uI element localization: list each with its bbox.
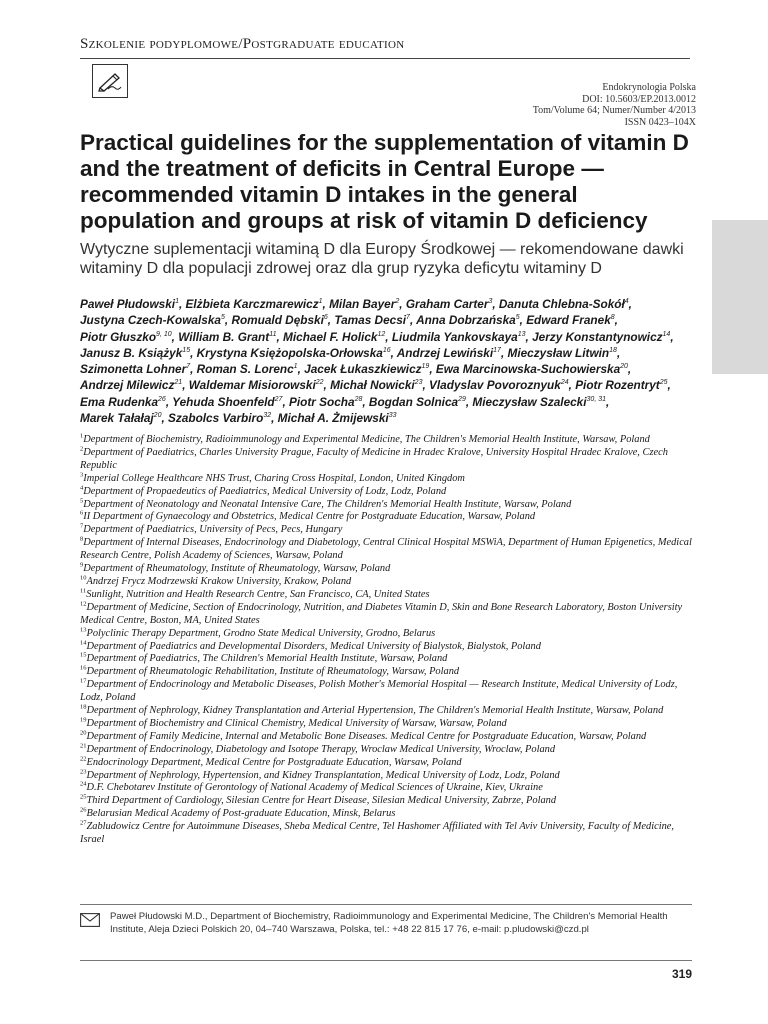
affiliation-text: Department of Neonatology and Neonatal Intensive Care, The Children's Memorial Health Institute, Warsaw, Poland <box>83 498 572 510</box>
affiliation-item <box>80 718 695 731</box>
affiliation-number: 26 <box>80 806 87 814</box>
author-name: Michael F. Holick <box>283 329 378 344</box>
affiliation-text: Department of Nephrology, Hypertension, and Kidney Transplantation, Medical University of Lodz, Lodz, Poland <box>86 769 560 781</box>
author-affiliation-ref: 22 <box>315 379 324 387</box>
affiliation-text: Department of Endocrinology and Metabolic Diseases, Polish Mother's Memorial Hospital — Research Institute, Medical University of Lodz, Lodz, Poland <box>80 679 678 704</box>
affiliation-number: 3 <box>80 471 84 479</box>
author-affiliation-ref: 12 <box>377 330 386 338</box>
journal-meta <box>533 82 696 128</box>
affiliation-text: Department of Paediatrics and Developmental Disorders, Medical University of Bialystok, Bialystok, Poland <box>86 640 541 652</box>
author-name: Ewa Marcinowska-Suchowierska <box>435 362 621 377</box>
author-name: Graham Carter <box>405 297 489 311</box>
affiliation-text: Belarusian Medical Academy of Post-graduate Education, Minsk, Belarus <box>86 808 396 820</box>
section-header: Szkolenie podyplomowe/Postgraduate education <box>80 36 405 52</box>
affiliation-text: D.F. Chebotarev Institute of Gerontology of National Academy of Medical Sciences of Ukraine, Kiev, Ukraine <box>86 782 543 794</box>
author-affiliation-ref: 25 <box>659 379 668 387</box>
author-name: Ema Rudenka <box>80 394 159 409</box>
affiliation-text: Department of Propaedeutics of Paediatrics, Medical University of Lodz, Lodz, Poland <box>83 485 447 497</box>
author <box>231 313 327 327</box>
author-affiliation-ref: 9, 10 <box>156 330 172 338</box>
affiliation-text: Department of Rheumatologic Rehabilitation, Institute of Rheumatology, Warsaw, Poland <box>86 666 460 678</box>
affiliation-item <box>80 821 695 847</box>
author-affiliation-ref: 20 <box>153 412 162 420</box>
author-name: Michał A. Żmijewski <box>277 411 389 426</box>
author <box>334 313 410 327</box>
author-name: Janusz B. Książyk <box>80 345 183 360</box>
author-affiliation-ref: 13 <box>517 330 526 338</box>
author-name: Szabolcs Varbiro <box>168 411 264 426</box>
author-name: Piotr Rozentryt <box>575 378 660 393</box>
affiliation-number: 7 <box>80 522 84 530</box>
author <box>168 411 271 425</box>
pen-icon <box>92 64 128 98</box>
author-affiliation-ref: 11 <box>269 330 277 338</box>
affiliation-text: Andrzej Frycz Modrzewski Krakow University, Krakow, Poland <box>86 575 352 587</box>
affiliation-number: 10 <box>80 574 87 582</box>
author-name: Paweł Płudowski <box>80 297 176 311</box>
affiliation-number: 1 <box>80 432 84 440</box>
author-name: Danuta Chlebna-Sokół <box>498 297 625 311</box>
affiliation-number: 5 <box>80 497 84 505</box>
affiliation-item <box>80 782 695 795</box>
affiliation-number: 11 <box>80 587 87 595</box>
affiliation-text: Department of Internal Diseases, Endocrinology and Diabetology, Central Clinical Hospital MSWiA, Department of Human Epigenetics, Medical Research Centre, Polish Academy of Sciences, Warsaw, Poland <box>80 537 692 562</box>
author-affiliation-ref: 21 <box>174 379 183 387</box>
author-affiliation-ref: 6 <box>323 314 328 322</box>
author <box>532 330 670 344</box>
author-affiliation-ref: 7 <box>406 314 410 322</box>
author-name: Mieczysław Litwin <box>507 345 610 360</box>
affiliation-text: Department of Biochemistry, Radioimmunology and Experimental Medicine, The Children's Memorial Health Institute, Warsaw, Poland <box>83 434 650 445</box>
journal-issn: ISSN 0423–104X <box>624 116 696 128</box>
affiliation-text: Department of Nephrology, Kidney Transplantation and Arterial Hypertension, The Children's Memorial Health Institute, Warsaw, Poland <box>86 705 664 717</box>
affiliation-item <box>80 511 695 524</box>
affiliation-number: 2 <box>80 445 84 453</box>
affiliation-number: 9 <box>80 561 84 569</box>
author-affiliation-ref: 3 <box>488 298 493 306</box>
journal-volume: Tom/Volume 64; Numer/Number 4/2013 <box>532 105 696 117</box>
affiliation-text: Endocrinology Department, Medical Centre for Postgraduate Education, Warsaw, Poland <box>86 756 462 768</box>
author-affiliation-ref: 19 <box>421 363 430 371</box>
author-name: Liudmila Yankovskaya <box>391 329 518 344</box>
affiliation-item <box>80 473 695 486</box>
author-affiliation-ref: 32 <box>263 412 272 420</box>
author <box>508 346 617 360</box>
affiliation-number: 13 <box>80 626 87 634</box>
author <box>330 378 422 392</box>
article-subtitle: Wytyczne suplementacji witaminą D dla Europy Środkowej — rekomendowane dawki witaminy D dla populacji zdrowej oraz dla grup ryzyka deficytu witaminy D <box>80 241 684 277</box>
author-name: Milan Bayer <box>329 297 396 311</box>
affiliation-number: 22 <box>80 755 87 763</box>
affiliation-number: 27 <box>80 819 87 827</box>
author-name: Romuald Dębski <box>231 313 324 328</box>
affiliation-text: Imperial College Healthcare NHS Trust, Charing Cross Hospital, London, United Kingdom <box>83 472 465 484</box>
affiliation-item <box>80 602 695 628</box>
author <box>178 330 276 344</box>
affiliation-item <box>80 666 695 679</box>
author <box>80 395 166 409</box>
author <box>329 297 399 311</box>
author-affiliation-ref: 16 <box>382 346 391 354</box>
affiliation-text: Third Department of Cardiology, Silesian Centre for Heart Disease, Silesian Medical University, Zabrze, Poland <box>86 795 557 807</box>
correspondence-divider <box>80 904 692 905</box>
affiliation-item <box>80 731 695 744</box>
author-affiliation-ref: 14 <box>662 330 671 338</box>
author-name: Anna Dobrzańska <box>416 313 516 328</box>
author-affiliation-ref: 4 <box>624 298 629 306</box>
author <box>186 297 323 311</box>
author-affiliation-ref: 1 <box>175 298 179 306</box>
author <box>575 378 667 392</box>
affiliation-text: Department of Paediatrics, University of Pecs, Pecs, Hungary <box>83 524 343 536</box>
affiliation-number: 18 <box>80 703 87 711</box>
affiliation-item <box>80 808 695 821</box>
author-name: Mieczysław Szalecki <box>472 394 587 409</box>
author-name: Andrzej Lewiński <box>396 345 494 360</box>
author-name: William B. Grant <box>178 329 270 344</box>
affiliation-item <box>80 537 695 563</box>
author <box>392 330 526 344</box>
affiliation-text: Department of Rheumatology, Institute of Rheumatology, Warsaw, Poland <box>83 563 391 575</box>
affiliation-text: Sunlight, Nutrition and Health Research Centre, San Francisco, CA, United States <box>86 588 430 600</box>
affiliation-number: 25 <box>80 793 87 801</box>
affiliation-number: 21 <box>80 742 87 750</box>
affiliation-item <box>80 447 695 473</box>
author-affiliation-ref: 24 <box>560 379 569 387</box>
author-name: Marek Tałałaj <box>80 411 154 426</box>
author-name: Szimonetta Lohner <box>80 362 187 377</box>
affiliation-item <box>80 499 695 512</box>
affiliation-number: 23 <box>80 768 87 776</box>
correspondence: Paweł Płudowski M.D., Department of Biochemistry, Radioimmunology and Experimental Medicine, The Children's Memorial Health Institute, Aleja Dzieci Polskich 20, 04–740 Warszawa, Polska, tel.: +48 22 815 17 76, e-mail: p.pludowski@czd.pl <box>110 911 668 935</box>
affiliation-number: 20 <box>80 729 87 737</box>
author <box>429 378 569 392</box>
author-affiliation-ref: 8 <box>610 314 615 322</box>
author-name: Bogdan Solnica <box>368 394 459 409</box>
author <box>172 395 282 409</box>
journal-doi: DOI: 10.5603/EP.2013.0012 <box>582 93 696 105</box>
author-list: Paweł Płudowski$^1$, Elżbieta Karczmarewicz$^1$, Milan Bayer$^2$, Graham Carter$^3$, Danuta Chlebna-Sokół$^4$, Justyna Czech-Kowalska$^5$, Romuald Dębski$^6$, Tamas Decsi$^7$, Anna Dobrzańska$^5$, Edward Franek$^8$, Piotr Głuszko$^{9, 10}$, William B. Grant$^{11}$, Michael F. Holick$^{12}$, Liudmila Yankovskaya$^{13}$, Jerzy Konstantynowicz$^{14}$, Janusz B. Książyk$^{15}$, Krystyna Księżopolska-Orłowska$^{16}$, Andrzej Lewiński$^{17}$, Mieczysław Litwin$^{18}$, Szimonetta Lohner$^7$, Roman S. Lorenc$^1$, Jacek Łukaszkiewicz$^{19}$, Ewa Marcinowska-Suchowierska$^{20}$, Andrzej Milewicz$^{21}$, Waldemar Misiorowski$^{22}$, Michał Nowicki$^{23}$, Vladyslav Povoroznyuk$^{24}$, Piotr Rozentryt$^{25}$, Ema Rudenka$^{26}$, Yehuda Shoenfeld$^{27}$, Piotr Socha$^{28}$, Bogdan Solnica$^{29}$, Mieczysław Szalecki$^{30, 31}$, Marek Tałałaj$^{20}$, Szabolcs Varbiro$^{32}$, Michał A. Żmijewski$^{33}$ <box>80 297 674 426</box>
affiliation-item <box>80 770 695 783</box>
affiliation-text: II Department of Gynaecology and Obstetrics, Medical Centre for Postgraduate Education, Warsaw, Poland <box>83 511 536 523</box>
footer-divider <box>80 960 692 961</box>
affiliation-number: 16 <box>80 664 87 672</box>
author <box>397 346 501 360</box>
affiliation-item <box>80 628 695 641</box>
author <box>304 362 429 376</box>
author <box>369 395 466 409</box>
affiliation-number: 4 <box>80 484 84 492</box>
author <box>278 411 397 425</box>
author-name: Yehuda Shoenfeld <box>172 394 275 409</box>
affiliation-list <box>80 434 695 847</box>
affiliation-item <box>80 589 695 602</box>
author <box>499 297 629 311</box>
author <box>80 411 161 425</box>
author-name: Waldemar Misiorowski <box>188 378 316 393</box>
author <box>189 378 324 392</box>
journal-name: Endokrynologia Polska <box>602 82 696 93</box>
author <box>526 313 614 327</box>
author <box>80 362 190 376</box>
affiliation-item <box>80 524 695 537</box>
author-name: Jacek Łukaszkiewicz <box>304 362 422 377</box>
author-affiliation-ref: 1 <box>318 298 323 306</box>
author-name: Roman S. Lorenc <box>196 362 294 377</box>
author <box>406 297 493 311</box>
side-tab <box>712 220 768 374</box>
header-divider <box>80 58 690 59</box>
affiliation-item <box>80 576 695 589</box>
affiliation-text: Department of Medicine, Section of Endocrinology, Nutrition, and Diabetes Vitamin D, Skin and Bone Research Laboratory, Boston University Medical Centre, Boston, MA, United States <box>80 601 683 626</box>
affiliation-number: 12 <box>80 600 87 608</box>
author-affiliation-ref: 15 <box>182 346 191 354</box>
author <box>436 362 628 376</box>
author-name: Krystyna Księżopolska-Orłowska <box>196 345 383 360</box>
author-affiliation-ref: 30, 31 <box>586 395 606 403</box>
affiliation-number: 8 <box>80 535 84 543</box>
author-affiliation-ref: 29 <box>458 395 466 403</box>
author-affiliation-ref: 20 <box>620 363 628 371</box>
author <box>472 395 606 409</box>
affiliation-text: Department of Biochemistry and Clinical Chemistry, Medical University of Warsaw, Warsaw, Poland <box>86 717 507 729</box>
author-affiliation-ref: 23 <box>414 379 423 387</box>
author-affiliation-ref: 5 <box>220 314 225 322</box>
author <box>80 378 182 392</box>
author-name: Elżbieta Karczmarewicz <box>185 297 319 311</box>
author-affiliation-ref: 33 <box>388 412 397 420</box>
author <box>197 362 298 376</box>
author <box>80 297 179 311</box>
affiliation-text: Polyclinic Therapy Department, Grodno State Medical University, Grodno, Belarus <box>86 627 436 639</box>
author-affiliation-ref: 26 <box>158 395 166 403</box>
affiliation-text: Zabludowicz Centre for Autoimmune Diseases, Sheba Medical Centre, Tel Hashomer Affiliated with Tel Aviv University, Faculty of Medicine, Israel <box>80 821 674 846</box>
affiliation-number: 24 <box>80 781 87 788</box>
author <box>80 313 225 327</box>
author-affiliation-ref: 18 <box>609 346 617 354</box>
affiliation-number: 17 <box>80 677 87 685</box>
author-name: Vladyslav Povoroznyuk <box>429 378 561 393</box>
author-affiliation-ref: 1 <box>293 363 298 371</box>
author-affiliation-ref: 5 <box>515 314 520 322</box>
envelope-icon <box>80 913 100 927</box>
affiliation-number: 19 <box>80 716 87 724</box>
author-affiliation-ref: 27 <box>274 395 283 403</box>
author-name: Justyna Czech-Kowalska <box>80 313 221 328</box>
author-name: Michał Nowicki <box>330 378 415 393</box>
affiliation-item <box>80 744 695 757</box>
affiliation-item <box>80 486 695 499</box>
page-number: 319 <box>671 967 692 981</box>
author-affiliation-ref: 17 <box>493 346 501 354</box>
affiliation-text: Department of Endocrinology, Diabetology and Isotope Therapy, Wroclaw Medical University, Wroclaw, Poland <box>86 743 556 755</box>
affiliation-number: 6 <box>80 509 84 517</box>
affiliation-text: Department of Paediatrics, Charles University Prague, Faculty of Medicine in Hradec Kralove, University Hospital Hradec Kralove, Czech Republic <box>80 446 668 471</box>
author-name: Jerzy Konstantynowicz <box>532 329 663 344</box>
affiliation-item <box>80 679 695 705</box>
affiliation-item <box>80 757 695 770</box>
affiliation-item <box>80 705 695 718</box>
author <box>289 395 362 409</box>
affiliation-text: Department of Paediatrics, The Children's Memorial Health Institute, Warsaw, Poland <box>86 653 448 665</box>
affiliation-item <box>80 795 695 808</box>
author-name: Piotr Socha <box>289 394 355 409</box>
affiliation-item <box>80 563 695 576</box>
author <box>416 313 520 327</box>
author <box>80 330 172 344</box>
affiliation-text: Department of Family Medicine, Internal and Metabolic Bone Diseases. Medical Centre for Postgraduate Education, Warsaw, Poland <box>86 730 647 742</box>
author-name: Edward Franek <box>526 313 611 328</box>
author-name: Andrzej Milewicz <box>80 378 175 393</box>
author-affiliation-ref: 28 <box>354 395 363 403</box>
author-name: Tamas Decsi <box>334 313 407 328</box>
affiliation-number: 14 <box>80 639 87 647</box>
affiliation-item <box>80 641 695 654</box>
affiliation-number: 15 <box>80 651 87 659</box>
affiliation-item <box>80 653 695 666</box>
author-name: Piotr Głuszko <box>80 329 157 344</box>
author-affiliation-ref: 7 <box>186 363 191 371</box>
author-affiliation-ref: 2 <box>395 298 400 306</box>
author <box>80 346 190 360</box>
author <box>283 330 385 344</box>
article-title: Practical guidelines for the supplementation of vitamin D and the treatment of deficits in Central Europe — recommended vitamin D intakes in the general population and groups at risk of vitamin D deficiency <box>80 130 689 233</box>
affiliation-item <box>80 434 695 447</box>
author <box>197 346 391 360</box>
